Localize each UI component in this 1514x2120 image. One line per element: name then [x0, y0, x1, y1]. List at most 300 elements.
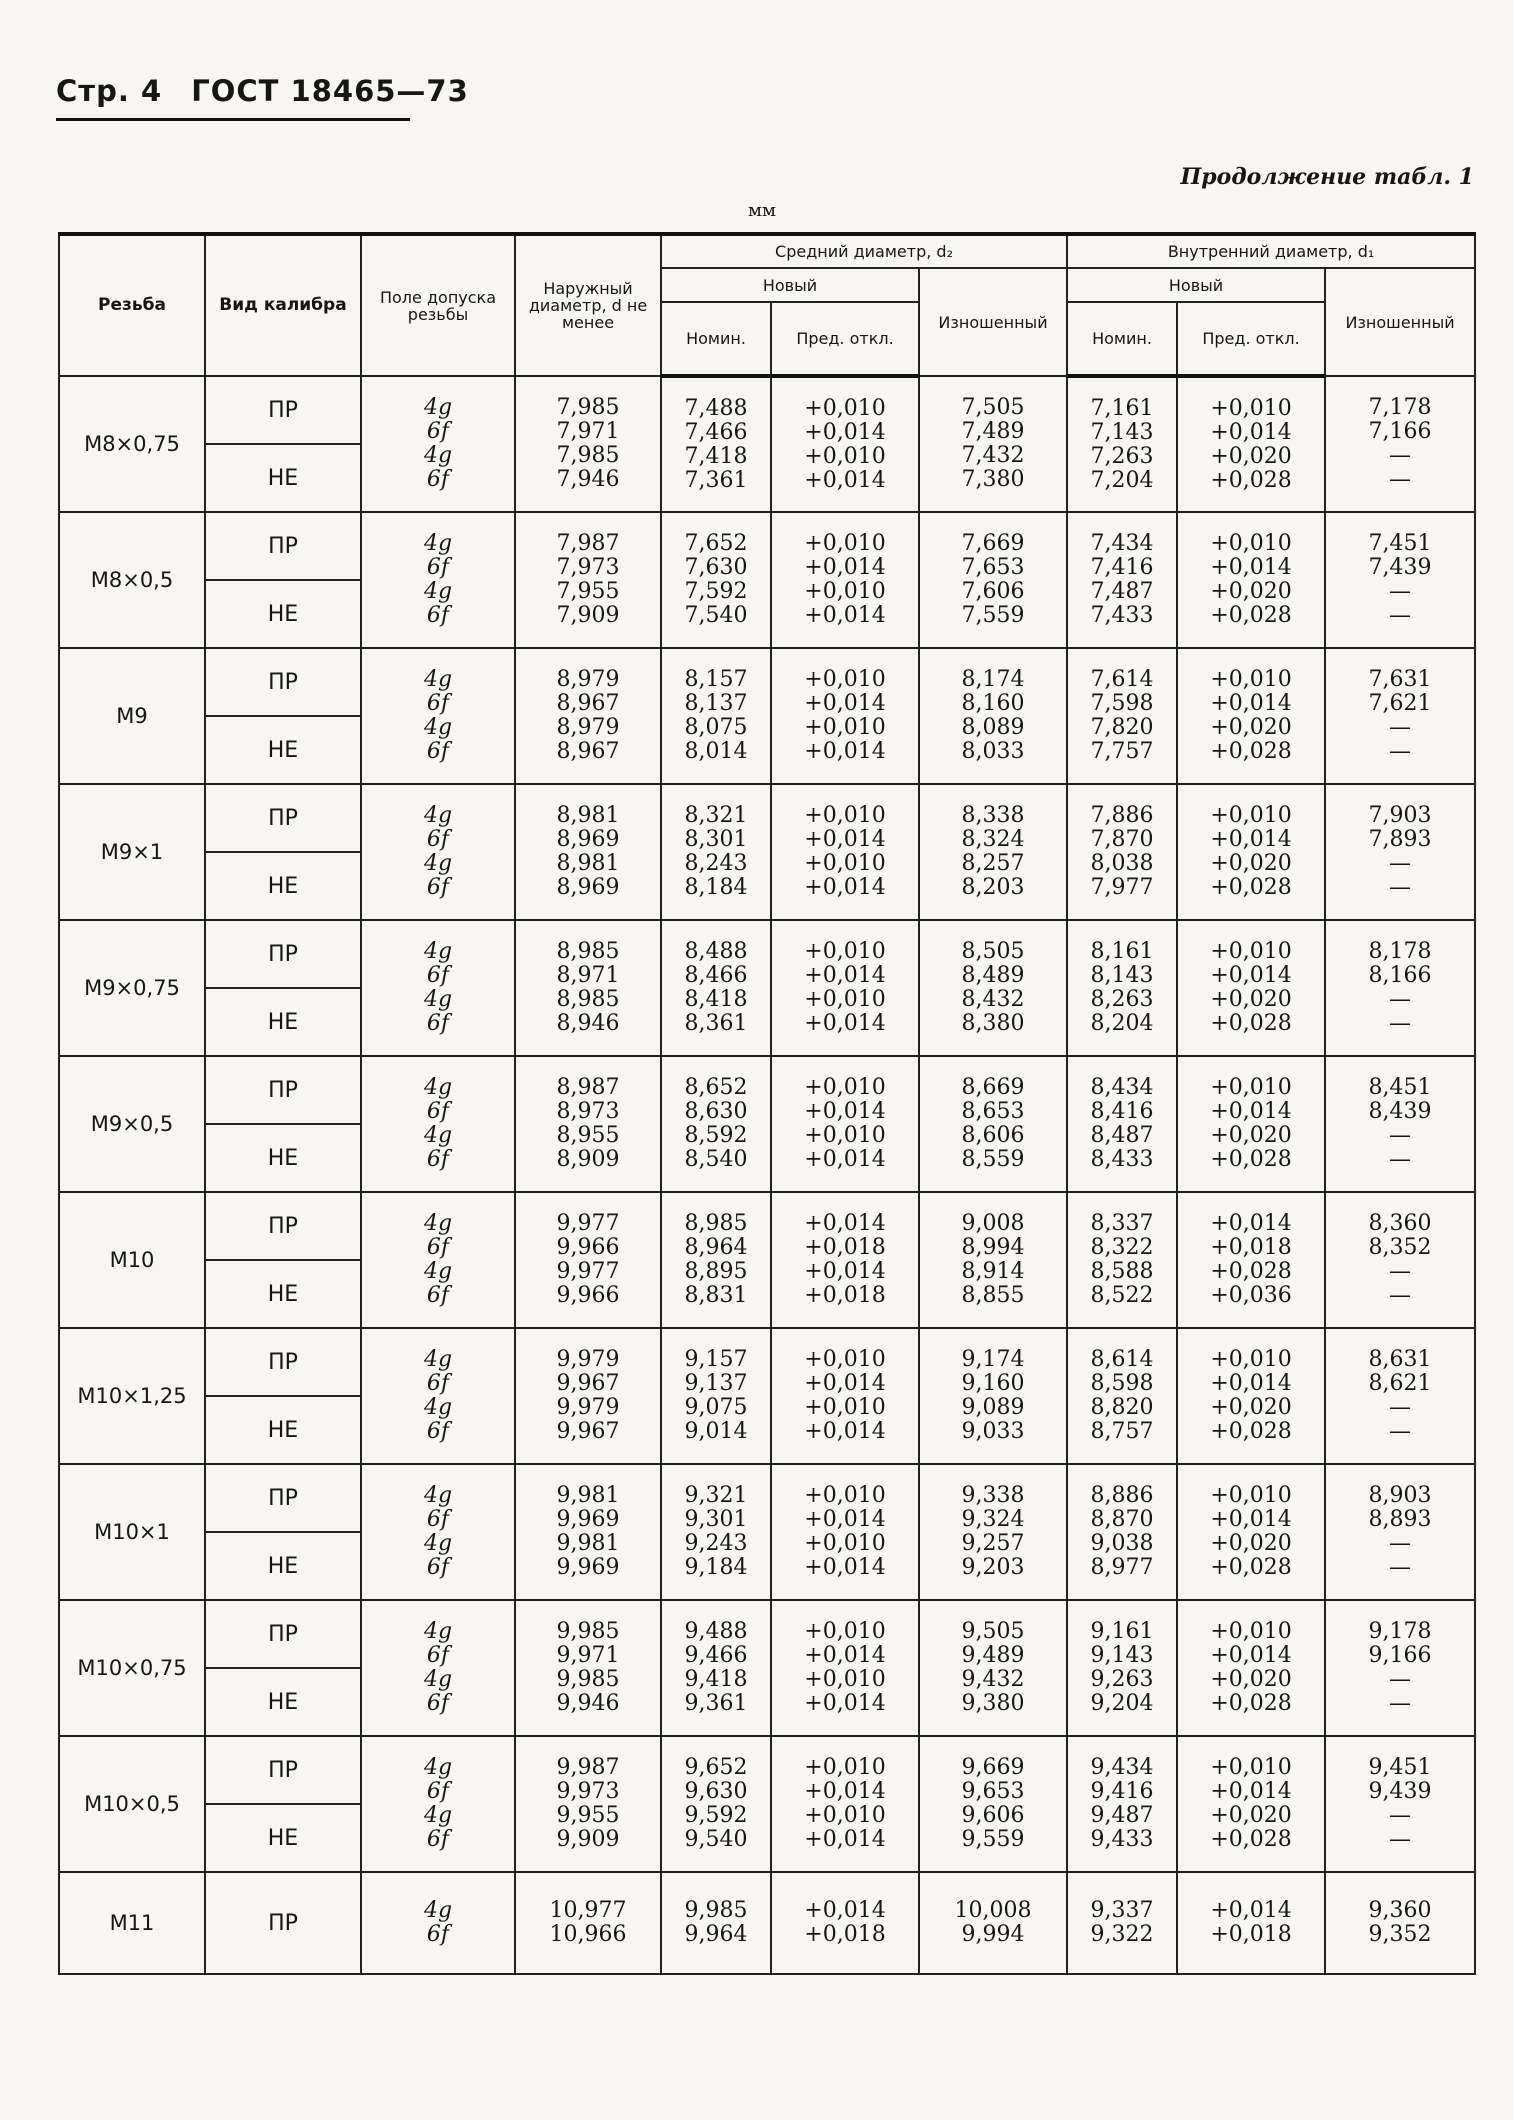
cell-value: 9,969 — [556, 1507, 620, 1532]
cell-value: 9,322 — [1090, 1922, 1154, 1947]
cell-value: 9,038 — [1090, 1531, 1154, 1556]
minor-worn-cell — [1325, 648, 1475, 784]
pitch-nominal-header: Номин. — [661, 302, 771, 376]
pitch-nominal-cell — [661, 1464, 771, 1600]
gauge-type: НЕ — [205, 444, 361, 512]
cell-value: 7,416 — [1090, 555, 1154, 580]
minor-nominal-cell — [1067, 1736, 1177, 1872]
table-row — [59, 920, 1475, 988]
cell-value: 7,653 — [961, 555, 1025, 580]
cell-value: 7,451 — [1368, 531, 1432, 556]
gauge-type: НЕ — [205, 1532, 361, 1600]
cell-value: +0,014 — [1210, 555, 1292, 580]
cell-value: +0,010 — [804, 579, 886, 604]
tolerance-cell — [361, 1056, 515, 1192]
gauge-type: ПР — [205, 784, 361, 852]
thread-designation: М8×0,5 — [59, 512, 205, 648]
pitch-worn-header: Изношенный — [919, 268, 1067, 376]
cell-value: 8,631 — [1368, 1347, 1432, 1372]
cell-value: 8,505 — [961, 939, 1025, 964]
pitch-worn-cell — [919, 1056, 1067, 1192]
gauge-type: ПР — [205, 512, 361, 580]
cell-value: 7,178 — [1368, 395, 1432, 420]
thread-designation: М9 — [59, 648, 205, 784]
thread-designation: М9×0,5 — [59, 1056, 205, 1192]
cell-value: 7,909 — [556, 603, 620, 628]
cell-value: +0,020 — [1210, 715, 1292, 740]
cell-value: +0,020 — [1210, 851, 1292, 876]
cell-value: 7,971 — [556, 419, 620, 444]
cell-value: +0,014 — [804, 691, 886, 716]
cell-value: 9,203 — [961, 1555, 1025, 1580]
cell-value: +0,010 — [1210, 939, 1292, 964]
cell-value: +0,010 — [804, 1075, 886, 1100]
cell-value: 9,360 — [1368, 1898, 1432, 1923]
cell-value: +0,014 — [804, 1507, 886, 1532]
tolerance-cell — [361, 1872, 515, 1974]
cell-value: 8,263 — [1090, 987, 1154, 1012]
minor-worn-cell — [1325, 1056, 1475, 1192]
cell-value: — — [1389, 1667, 1412, 1692]
cell-value: +0,010 — [804, 443, 886, 469]
cell-value: 6f — [426, 691, 450, 716]
cell-value: +0,010 — [804, 395, 886, 421]
cell-value: 8,361 — [684, 1011, 748, 1036]
cell-value: 9,969 — [556, 1555, 620, 1580]
cell-value: 8,038 — [1090, 851, 1154, 876]
cell-value: 4g — [423, 579, 453, 604]
cell-value: 7,489 — [961, 419, 1025, 444]
cell-value: 8,669 — [961, 1075, 1025, 1100]
pitch-worn-cell — [919, 784, 1067, 920]
cell-value: 6f — [426, 1507, 450, 1532]
tolerance-cell — [361, 1600, 515, 1736]
pitch-nominal-cell — [661, 648, 771, 784]
cell-value: 4g — [423, 1123, 453, 1148]
cell-value: — — [1389, 1011, 1412, 1036]
cell-value: 9,540 — [684, 1827, 748, 1852]
tolerance-cell — [361, 1736, 515, 1872]
cell-value: 9,263 — [1090, 1667, 1154, 1692]
minor-deviation-cell — [1177, 920, 1325, 1056]
tolerance-cell — [361, 376, 515, 512]
cell-value: +0,010 — [804, 1123, 886, 1148]
tolerance-cell — [361, 648, 515, 784]
minor-worn-cell — [1325, 1600, 1475, 1736]
cell-value: 6f — [426, 1099, 450, 1124]
pitch-worn-cell — [919, 648, 1067, 784]
cell-value: 7,946 — [556, 467, 620, 492]
cell-value: +0,010 — [804, 531, 886, 556]
pitch-nominal-cell — [661, 920, 771, 1056]
cell-value: 9,324 — [961, 1507, 1025, 1532]
minor-worn-header: Изношенный — [1325, 268, 1475, 376]
pitch-deviation-cell — [771, 784, 919, 920]
cell-value: 6f — [426, 1691, 450, 1716]
cell-value: 9,433 — [1090, 1827, 1154, 1852]
cell-value: 9,909 — [556, 1827, 620, 1852]
cell-value: 9,439 — [1368, 1779, 1432, 1804]
cell-value: 8,489 — [961, 963, 1025, 988]
cell-value: +0,014 — [804, 1643, 886, 1668]
cell-value: 8,985 — [556, 987, 620, 1012]
cell-value: 9,669 — [961, 1755, 1025, 1780]
cell-value: +0,010 — [804, 667, 886, 692]
thread-designation: М8×0,75 — [59, 376, 205, 512]
cell-value: +0,014 — [804, 1827, 886, 1852]
cell-value: +0,014 — [804, 1898, 886, 1923]
cell-value: +0,014 — [804, 1555, 886, 1580]
cell-value: 9,973 — [556, 1779, 620, 1804]
table-row — [59, 1736, 1475, 1804]
cell-value: 8,203 — [961, 875, 1025, 900]
cell-value: +0,014 — [804, 1371, 886, 1396]
cell-value: 8,630 — [684, 1099, 748, 1124]
cell-value: +0,014 — [804, 1099, 886, 1124]
pitch-deviation-cell — [771, 1464, 919, 1600]
cell-value: +0,010 — [1210, 1619, 1292, 1644]
cell-value: 8,592 — [684, 1123, 748, 1148]
cell-value: +0,010 — [804, 715, 886, 740]
cell-value: +0,010 — [804, 1347, 886, 1372]
pitch-deviation-cell — [771, 1600, 919, 1736]
cell-value: 8,360 — [1368, 1211, 1432, 1236]
gauge-type: НЕ — [205, 580, 361, 648]
pitch-worn-cell — [919, 920, 1067, 1056]
gauge-type: ПР — [205, 1464, 361, 1532]
cell-value: — — [1389, 467, 1412, 492]
cell-value: 4g — [423, 1619, 453, 1644]
minor-deviation-cell — [1177, 1464, 1325, 1600]
thread-designation: М9×0,75 — [59, 920, 205, 1056]
cell-value: +0,014 — [1210, 1099, 1292, 1124]
minor-worn-cell — [1325, 784, 1475, 920]
cell-value: 7,598 — [1090, 691, 1154, 716]
cell-value: 6f — [426, 827, 450, 852]
cell-value: 4g — [423, 443, 453, 468]
cell-value: 8,981 — [556, 803, 620, 828]
cell-value: 6f — [426, 1555, 450, 1580]
cell-value: 4g — [423, 667, 453, 692]
cell-value: 7,432 — [961, 443, 1025, 468]
cell-value: +0,010 — [1210, 1075, 1292, 1100]
gauge-type: ПР — [205, 1056, 361, 1124]
cell-value: +0,020 — [1210, 1667, 1292, 1692]
cell-value: 8,432 — [961, 987, 1025, 1012]
cell-value: +0,020 — [1210, 1531, 1292, 1556]
minor-nominal-cell — [1067, 920, 1177, 1056]
cell-value: 7,540 — [684, 603, 748, 628]
pitch-nominal-cell — [661, 1328, 771, 1464]
cell-value: +0,020 — [1210, 443, 1292, 469]
cell-value: +0,028 — [1210, 1011, 1292, 1036]
cell-value: 8,160 — [961, 691, 1025, 716]
pitch-deviation-cell — [771, 1056, 919, 1192]
cell-value: — — [1389, 603, 1412, 628]
cell-value: 9,257 — [961, 1531, 1025, 1556]
minor-nominal-cell — [1067, 1464, 1177, 1600]
cell-value: 6f — [426, 1643, 450, 1668]
cell-value: 8,909 — [556, 1147, 620, 1172]
minor-worn-cell — [1325, 376, 1475, 512]
gauge-type: ПР — [205, 1328, 361, 1396]
cell-value: 8,820 — [1090, 1395, 1154, 1420]
cell-value: 8,337 — [1090, 1211, 1154, 1236]
pitch-worn-cell — [919, 1464, 1067, 1600]
cell-value: 4g — [423, 1667, 453, 1692]
cell-value: 9,174 — [961, 1347, 1025, 1372]
cell-value: 9,204 — [1090, 1691, 1154, 1716]
cell-value: 9,432 — [961, 1667, 1025, 1692]
cell-value: 8,979 — [556, 715, 620, 740]
cell-value: 8,466 — [684, 963, 748, 988]
cell-value: 8,914 — [961, 1259, 1025, 1284]
cell-value: +0,010 — [804, 1531, 886, 1556]
cell-value: — — [1389, 1259, 1412, 1284]
cell-value: 8,977 — [1090, 1555, 1154, 1580]
cell-value: 8,033 — [961, 739, 1025, 764]
cell-value: +0,014 — [804, 1259, 886, 1284]
thread-designation: М10×1,25 — [59, 1328, 205, 1464]
minor-worn-cell — [1325, 920, 1475, 1056]
minor-nominal-cell — [1067, 512, 1177, 648]
cell-value: 8,987 — [556, 1075, 620, 1100]
cell-value: 9,559 — [961, 1827, 1025, 1852]
cell-value: 7,505 — [961, 395, 1025, 420]
cell-value: 8,652 — [684, 1075, 748, 1100]
cell-value: 9,971 — [556, 1643, 620, 1668]
cell-value: — — [1389, 715, 1412, 740]
cell-value: — — [1389, 1419, 1412, 1444]
tolerance-cell — [361, 1464, 515, 1600]
pitch-deviation-cell — [771, 1872, 919, 1974]
page-number: Стр. 4 — [56, 74, 163, 108]
pitch-deviation-cell — [771, 1736, 919, 1872]
minor-diameter-header: Внутренний диаметр, d₁ — [1067, 234, 1475, 268]
gauge-type: НЕ — [205, 1260, 361, 1328]
cell-value: 9,033 — [961, 1419, 1025, 1444]
cell-value: 9,416 — [1090, 1779, 1154, 1804]
pitch-deviation-cell — [771, 512, 919, 648]
cell-value: 6f — [426, 1779, 450, 1804]
cell-value: 9,987 — [556, 1755, 620, 1780]
cell-value: +0,014 — [804, 827, 886, 852]
table-row — [59, 1328, 1475, 1396]
cell-value: +0,020 — [1210, 1123, 1292, 1148]
cell-value: 8,994 — [961, 1235, 1025, 1260]
cell-value: 4g — [423, 803, 453, 828]
cell-value: 9,979 — [556, 1347, 620, 1372]
cell-value: 6f — [426, 1371, 450, 1396]
table-row — [59, 1464, 1475, 1532]
cell-value: 8,324 — [961, 827, 1025, 852]
minor-deviation-cell — [1177, 1872, 1325, 1974]
cell-value: 8,985 — [684, 1211, 748, 1236]
cell-value: +0,010 — [804, 1395, 886, 1420]
minor-deviation-cell — [1177, 1192, 1325, 1328]
cell-value: 4g — [423, 851, 453, 876]
cell-value: 8,971 — [556, 963, 620, 988]
outer-diameter-cell — [515, 1192, 661, 1328]
cell-value: 8,322 — [1090, 1235, 1154, 1260]
cell-value: 8,075 — [684, 715, 748, 740]
cell-value: +0,028 — [1210, 1691, 1292, 1716]
cell-value: 7,985 — [556, 443, 620, 468]
cell-value: 8,606 — [961, 1123, 1025, 1148]
minor-deviation-cell — [1177, 376, 1325, 512]
page-header — [56, 74, 487, 108]
table-row — [59, 1056, 1475, 1124]
cell-value: +0,028 — [1210, 739, 1292, 764]
cell-value: 9,243 — [684, 1531, 748, 1556]
cell-value: 8,433 — [1090, 1147, 1154, 1172]
cell-value: +0,014 — [1210, 1371, 1292, 1396]
cell-value: 7,669 — [961, 531, 1025, 556]
minor-worn-cell — [1325, 1192, 1475, 1328]
cell-value: 7,161 — [1090, 395, 1154, 421]
cell-value: 7,987 — [556, 531, 620, 556]
cell-value: +0,014 — [804, 1779, 886, 1804]
cell-value: 9,985 — [556, 1619, 620, 1644]
pitch-nominal-cell — [661, 1872, 771, 1974]
thread-designation: М11 — [59, 1872, 205, 1974]
pitch-deviation-cell — [771, 920, 919, 1056]
cell-value: 7,166 — [1368, 419, 1432, 444]
cell-value: — — [1389, 1531, 1412, 1556]
cell-value: 6f — [426, 603, 450, 628]
cell-value: 8,967 — [556, 739, 620, 764]
cell-value: 8,451 — [1368, 1075, 1432, 1100]
cell-value: 9,630 — [684, 1779, 748, 1804]
cell-value: +0,014 — [1210, 1211, 1292, 1236]
pitch-nominal-cell — [661, 1600, 771, 1736]
minor-new-header: Новый — [1067, 268, 1325, 302]
cell-value: +0,014 — [804, 739, 886, 764]
cell-value: 4g — [423, 1755, 453, 1780]
cell-value: 9,161 — [1090, 1619, 1154, 1644]
cell-value: 8,588 — [1090, 1259, 1154, 1284]
minor-deviation-header: Пред. откл. — [1177, 302, 1325, 376]
cell-value: 9,451 — [1368, 1755, 1432, 1780]
standard-number: ГОСТ 18465—73 — [191, 74, 469, 108]
cell-value: 9,321 — [684, 1483, 748, 1508]
cell-value: 8,161 — [1090, 939, 1154, 964]
table-row — [59, 784, 1475, 852]
gauge-type: НЕ — [205, 1804, 361, 1872]
cell-value: +0,014 — [804, 1147, 886, 1172]
tolerance-cell — [361, 512, 515, 648]
cell-value: 7,820 — [1090, 715, 1154, 740]
cell-value: 9,981 — [556, 1531, 620, 1556]
cell-value: 9,985 — [556, 1667, 620, 1692]
cell-value: +0,020 — [1210, 1803, 1292, 1828]
cell-value: +0,010 — [804, 1619, 886, 1644]
cell-value: 7,143 — [1090, 419, 1154, 445]
minor-nominal-cell — [1067, 1192, 1177, 1328]
cell-value: 8,434 — [1090, 1075, 1154, 1100]
cell-value: — — [1389, 1123, 1412, 1148]
cell-value: 6f — [426, 1922, 450, 1947]
cell-value: 4g — [423, 395, 453, 420]
cell-value: 9,985 — [684, 1898, 748, 1923]
cell-value: 8,143 — [1090, 963, 1154, 988]
minor-worn-cell — [1325, 512, 1475, 648]
cell-value: +0,010 — [1210, 531, 1292, 556]
cell-value: 8,243 — [684, 851, 748, 876]
pitch-worn-cell — [919, 1600, 1067, 1736]
continuation-note: Продолжение табл. 1 — [1180, 164, 1474, 190]
cell-value: +0,018 — [1210, 1922, 1292, 1947]
cell-value: 6f — [426, 467, 450, 492]
cell-value: 7,418 — [684, 443, 748, 469]
cell-value: 6f — [426, 739, 450, 764]
thread-designation: М9×1 — [59, 784, 205, 920]
cell-value: 10,966 — [549, 1922, 627, 1947]
cell-value: +0,014 — [804, 1419, 886, 1444]
cell-value: +0,018 — [1210, 1235, 1292, 1260]
cell-value: +0,018 — [804, 1235, 886, 1260]
cell-value: 8,903 — [1368, 1483, 1432, 1508]
cell-value: 9,352 — [1368, 1922, 1432, 1947]
cell-value: 9,434 — [1090, 1755, 1154, 1780]
cell-value: 4g — [423, 1075, 453, 1100]
gauge-type: ПР — [205, 1192, 361, 1260]
cell-value: 8,014 — [684, 739, 748, 764]
cell-value: +0,010 — [1210, 1755, 1292, 1780]
pitch-deviation-cell — [771, 376, 919, 512]
cell-value: +0,010 — [1210, 803, 1292, 828]
cell-value: 8,157 — [684, 667, 748, 692]
pitch-deviation-cell — [771, 1192, 919, 1328]
cell-value: 4g — [423, 939, 453, 964]
cell-value: +0,014 — [804, 603, 886, 628]
pitch-worn-cell — [919, 1328, 1067, 1464]
cell-value: +0,010 — [1210, 1483, 1292, 1508]
cell-value: 7,466 — [684, 419, 748, 445]
cell-value: +0,014 — [1210, 419, 1292, 445]
cell-value: 7,204 — [1090, 467, 1154, 493]
tolerance-cell — [361, 1328, 515, 1464]
cell-value: 9,966 — [556, 1235, 620, 1260]
cell-value: 8,089 — [961, 715, 1025, 740]
tolerance-cell — [361, 784, 515, 920]
minor-nominal-cell — [1067, 1056, 1177, 1192]
outer-diameter-cell — [515, 1464, 661, 1600]
cell-value: 9,606 — [961, 1803, 1025, 1828]
col-tolerance-header: Поле допуска резьбы — [361, 234, 515, 376]
cell-value: +0,014 — [1210, 1507, 1292, 1532]
cell-value: 8,166 — [1368, 963, 1432, 988]
cell-value: 7,870 — [1090, 827, 1154, 852]
cell-value: 6f — [426, 963, 450, 988]
cell-value: — — [1389, 1827, 1412, 1852]
cell-value: 4g — [423, 1211, 453, 1236]
cell-value: 9,380 — [961, 1691, 1025, 1716]
outer-diameter-cell — [515, 1872, 661, 1974]
cell-value: 7,433 — [1090, 603, 1154, 628]
cell-value: 6f — [426, 1283, 450, 1308]
cell-value: 8,559 — [961, 1147, 1025, 1172]
cell-value: 8,380 — [961, 1011, 1025, 1036]
cell-value: 9,994 — [961, 1922, 1025, 1947]
table-row — [59, 376, 1475, 444]
minor-deviation-cell — [1177, 1328, 1325, 1464]
minor-nominal-cell — [1067, 648, 1177, 784]
pitch-nominal-cell — [661, 1736, 771, 1872]
gauge-type: ПР — [205, 1872, 361, 1974]
cell-value: 10,008 — [954, 1898, 1032, 1923]
minor-worn-cell — [1325, 1872, 1475, 1974]
